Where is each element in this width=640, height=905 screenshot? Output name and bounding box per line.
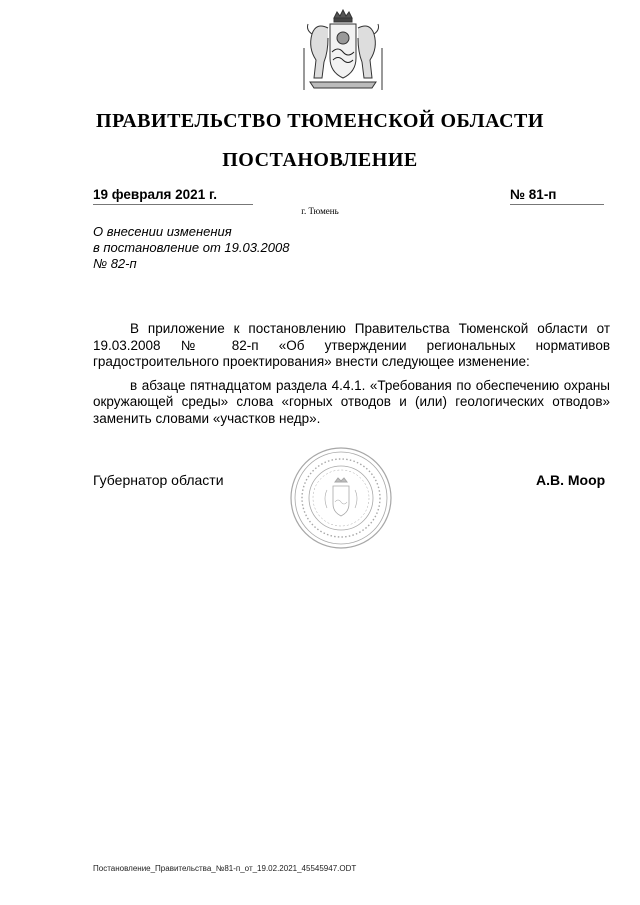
subject-line: О внесении изменения — [93, 224, 232, 239]
subject-line: в постановление от 19.03.2008 — [93, 240, 290, 255]
body-paragraph: В приложение к постановлению Правительства Тюменской области от 19.03.2008 № 82-п «Об утверждении региональных нормативов градостроительного проектирования» внести следующее изменение: — [93, 321, 610, 369]
footer-filename: Постановление_Правительства_№81-п_от_19.02.2021_45545947.ODT — [93, 864, 357, 873]
signer-position: Губернатор области — [93, 472, 224, 488]
signer-name: А.В. Моор — [536, 472, 606, 488]
body-paragraph: в абзаце пятнадцатом раздела 4.4.1. «Требования по обеспечению охраны окружающей среды» слова «горных отводов и (или) геологических отводов» заменить словами «участков недр». — [93, 377, 610, 426]
document-number-field — [510, 187, 604, 205]
organization-title: ПРАВИТЕЛЬСТВО ТЮМЕНСКОЙ ОБЛАСТИ — [96, 110, 544, 132]
document-subject — [93, 224, 353, 272]
tyumen-coat-of-arms-icon — [300, 8, 386, 98]
official-seal-icon — [289, 446, 393, 550]
document-body — [93, 321, 610, 427]
document-place: г. Тюмень — [301, 206, 339, 216]
document-date: 19 февраля 2021 г. — [93, 187, 217, 202]
document-number: № 81-п — [510, 187, 557, 202]
document-date-field — [93, 187, 253, 205]
document-type: ПОСТАНОВЛЕНИЕ — [222, 149, 418, 171]
subject-line: № 82-п — [93, 256, 137, 271]
